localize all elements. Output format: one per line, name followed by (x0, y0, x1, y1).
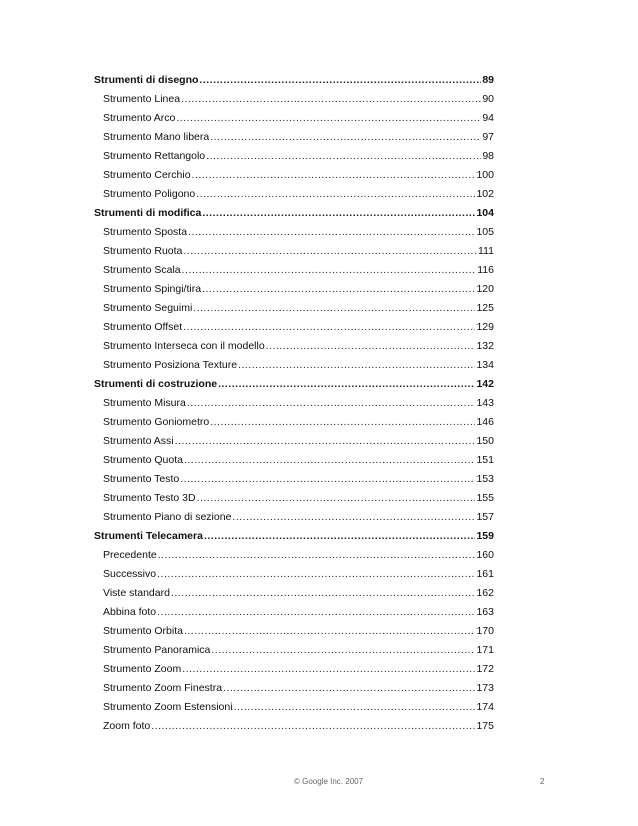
toc-entry-title: Strumenti Telecamera (94, 530, 203, 542)
toc-entry-title: Strumento Orbita (103, 625, 183, 637)
toc-entry-page: 163 (476, 606, 494, 618)
toc-dot-leader (188, 223, 475, 242)
toc-entry-page: 142 (476, 378, 494, 390)
toc-entry[interactable] (94, 565, 494, 584)
toc-dot-leader (223, 679, 475, 698)
toc-entry-page: 174 (476, 701, 494, 713)
toc-entry[interactable] (94, 185, 494, 204)
toc-dot-leader (180, 470, 475, 489)
toc-entry[interactable] (94, 660, 494, 679)
toc-entry-page: 155 (476, 492, 494, 504)
toc-entry[interactable] (94, 451, 494, 470)
toc-dot-leader (184, 451, 476, 470)
toc-entry-page: 97 (482, 131, 494, 143)
toc-entry[interactable] (94, 147, 494, 166)
toc-entry-title: Zoom foto (103, 720, 151, 732)
toc-entry-title: Strumento Interseca con il modello (103, 340, 265, 352)
toc-entry[interactable] (94, 641, 494, 660)
toc-entry[interactable] (94, 489, 494, 508)
toc-entry[interactable] (94, 356, 494, 375)
toc-dot-leader (151, 717, 475, 736)
toc-entry-page: 90 (482, 93, 494, 105)
toc-entry-page: 100 (476, 169, 494, 181)
toc-entry-page: 170 (476, 625, 494, 637)
toc-dot-leader (157, 565, 475, 584)
toc-dot-leader (234, 698, 476, 717)
toc-entry-title: Strumento Mano libera (103, 131, 210, 143)
toc-dot-leader (211, 641, 475, 660)
toc-entry-page: 120 (476, 283, 494, 295)
toc-entry-page: 172 (476, 663, 494, 675)
toc-entry-page: 132 (476, 340, 494, 352)
toc-dot-leader (218, 375, 475, 394)
toc-entry-title: Strumento Spingi/tira (103, 283, 202, 295)
toc-entry[interactable] (94, 299, 494, 318)
toc-entry-title: Strumenti di disegno (94, 74, 199, 86)
toc-entry-page: 125 (476, 302, 494, 314)
toc-entry-title: Abbina foto (103, 606, 157, 618)
toc-entry-page: 104 (476, 207, 494, 219)
toc-dot-leader (181, 90, 481, 109)
toc-entry-title: Strumento Zoom (103, 663, 182, 675)
toc-entry[interactable] (94, 242, 494, 261)
toc-entry-page: 153 (476, 473, 494, 485)
toc-dot-leader (202, 204, 475, 223)
toc-entry-title: Strumento Poligono (103, 188, 196, 200)
toc-entry-page: 89 (482, 74, 494, 86)
toc-entry[interactable] (94, 337, 494, 356)
toc-entry[interactable] (94, 394, 494, 413)
toc-entry-title: Strumento Assi (103, 435, 174, 447)
toc-entry[interactable] (94, 128, 494, 147)
toc-entry-page: 161 (476, 568, 494, 580)
page-footer (0, 777, 638, 791)
toc-entry[interactable] (94, 470, 494, 489)
toc-section-entry[interactable] (94, 375, 494, 394)
footer-page-number: 2 (540, 777, 545, 786)
toc-entry-title: Strumenti di modifica (94, 207, 202, 219)
toc-dot-leader (232, 508, 475, 527)
toc-dot-leader (183, 242, 477, 261)
toc-entry-title: Strumento Ruota (103, 245, 183, 257)
toc-entry-title: Strumento Cerchio (103, 169, 191, 181)
toc-entry-page: 157 (476, 511, 494, 523)
toc-entry-page: 134 (476, 359, 494, 371)
toc-section-entry[interactable] (94, 527, 494, 546)
toc-entry-page: 94 (482, 112, 494, 124)
toc-entry-page: 146 (476, 416, 494, 428)
toc-entry-title: Strumento Piano di sezione (103, 511, 232, 523)
toc-dot-leader (206, 147, 481, 166)
toc-entry-title: Successivo (103, 568, 157, 580)
toc-entry-title: Strumento Seguimi (103, 302, 193, 314)
toc-dot-leader (182, 660, 475, 679)
toc-entry-title: Precedente (103, 549, 157, 561)
toc-entry-page: 111 (478, 245, 494, 257)
toc-entry-page: 175 (476, 720, 494, 732)
toc-dot-leader (199, 71, 481, 90)
toc-entry[interactable] (94, 508, 494, 527)
toc-section-entry[interactable] (94, 204, 494, 223)
toc-entry-page: 150 (476, 435, 494, 447)
toc-entry[interactable] (94, 223, 494, 242)
toc-entry[interactable] (94, 679, 494, 698)
toc-entry-page: 116 (477, 264, 494, 276)
toc-entry-title: Strumento Scala (103, 264, 181, 276)
toc-entry-title: Viste standard (103, 587, 170, 599)
toc-entry-page: 171 (476, 644, 494, 656)
toc-entry-title: Strumento Zoom Estensioni (103, 701, 233, 713)
toc-entry-page: 162 (476, 587, 494, 599)
toc-entry-title: Strumento Misura (103, 397, 186, 409)
toc-dot-leader (158, 546, 476, 565)
toc-entry-title: Strumento Panoramica (103, 644, 211, 656)
toc-entry-title: Strumento Sposta (103, 226, 188, 238)
toc-entry[interactable] (94, 622, 494, 641)
footer-copyright: © Google Inc. 2007 (294, 777, 364, 786)
toc-dot-leader (210, 128, 481, 147)
toc-entry-title: Strumento Linea (103, 93, 181, 105)
toc-dot-leader (192, 166, 476, 185)
toc-entry-title: Strumento Testo 3D (103, 492, 196, 504)
toc-dot-leader (266, 337, 476, 356)
toc-dot-leader (202, 280, 475, 299)
toc-entry-page: 102 (476, 188, 494, 200)
toc-entry[interactable] (94, 318, 494, 337)
toc-dot-leader (183, 318, 475, 337)
toc-dot-leader (204, 527, 476, 546)
toc-dot-leader (175, 432, 476, 451)
toc-dot-leader (193, 299, 475, 318)
toc-entry[interactable] (94, 603, 494, 622)
toc-dot-leader (182, 261, 477, 280)
toc-entry-title: Strumento Arco (103, 112, 176, 124)
toc-entry[interactable] (94, 413, 494, 432)
toc-entry[interactable] (94, 109, 494, 128)
toc-entry-title: Strumento Offset (103, 321, 183, 333)
toc-dot-leader (196, 185, 475, 204)
toc-entry-page: 129 (476, 321, 494, 333)
toc-entry-page: 160 (476, 549, 494, 561)
toc-entry[interactable] (94, 432, 494, 451)
table-of-contents (94, 71, 494, 736)
toc-entry-title: Strumento Posiziona Texture (103, 359, 238, 371)
toc-entry-page: 151 (476, 454, 494, 466)
toc-dot-leader (176, 109, 481, 128)
toc-entry[interactable] (94, 90, 494, 109)
toc-entry-page: 159 (476, 530, 494, 542)
toc-dot-leader (171, 584, 476, 603)
toc-entry-page: 98 (482, 150, 494, 162)
toc-dot-leader (210, 413, 475, 432)
toc-dot-leader (187, 394, 476, 413)
toc-entry-title: Strumento Goniometro (103, 416, 210, 428)
toc-entry[interactable] (94, 717, 494, 736)
toc-dot-leader (184, 622, 476, 641)
toc-entry-title: Strumento Zoom Finestra (103, 682, 223, 694)
toc-entry[interactable] (94, 584, 494, 603)
toc-dot-leader (197, 489, 476, 508)
toc-entry-title: Strumento Rettangolo (103, 150, 206, 162)
toc-dot-leader (157, 603, 475, 622)
toc-entry-page: 173 (476, 682, 494, 694)
toc-entry-title: Strumento Testo (103, 473, 180, 485)
toc-entry[interactable] (94, 280, 494, 299)
toc-entry[interactable] (94, 166, 494, 185)
toc-section-entry[interactable] (94, 71, 494, 90)
toc-entry-title: Strumenti di costruzione (94, 378, 218, 390)
toc-entry-page: 105 (476, 226, 494, 238)
toc-entry-page: 143 (476, 397, 494, 409)
toc-entry[interactable] (94, 261, 494, 280)
toc-entry[interactable] (94, 546, 494, 565)
toc-entry[interactable] (94, 698, 494, 717)
toc-entry-title: Strumento Quota (103, 454, 183, 466)
toc-dot-leader (238, 356, 475, 375)
